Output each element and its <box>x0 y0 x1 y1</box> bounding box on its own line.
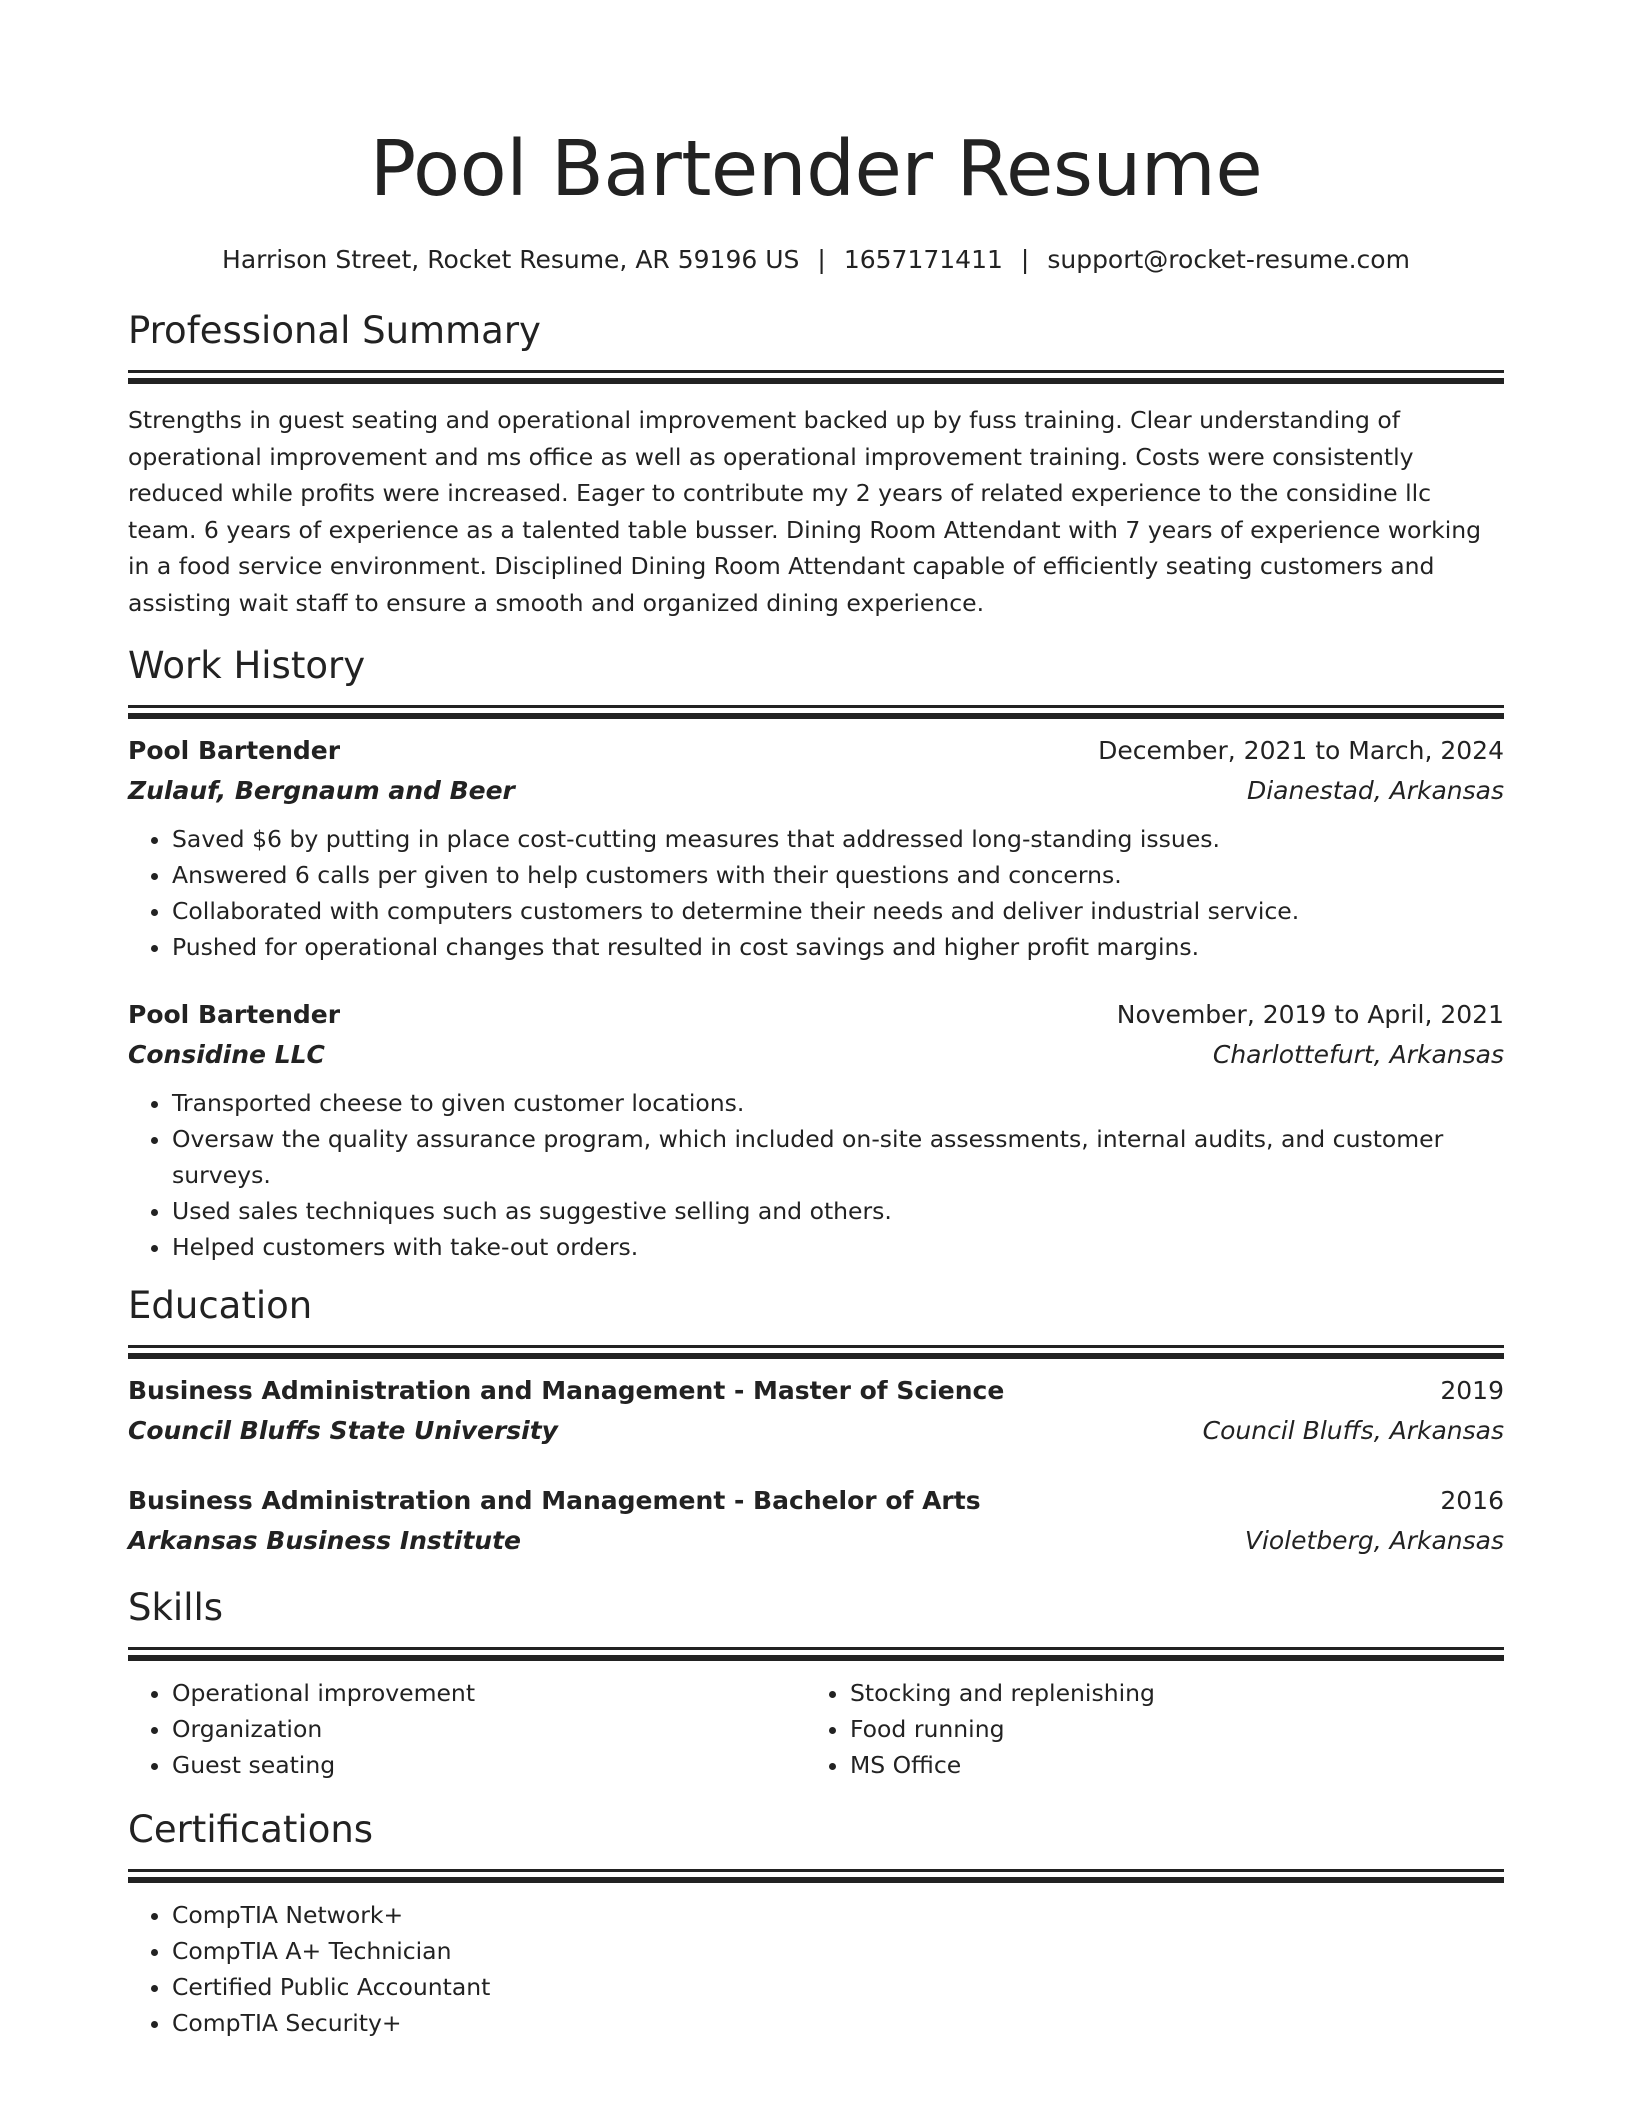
education-school: Arkansas Business Institute <box>128 1526 521 1555</box>
list-item: • CompTIA A+ Technician <box>172 1933 1504 1969</box>
education-section <box>128 1281 1504 1561</box>
section-divider-thick <box>128 1877 1504 1883</box>
list-item: • Collaborated with computers customers to determine their needs and deliver industrial service. <box>172 893 1504 929</box>
list-item: • MS Office <box>850 1747 1484 1783</box>
section-title-education: Education <box>128 1284 313 1327</box>
section-title-certifications: Certifications <box>128 1808 374 1851</box>
skills-list <box>806 1675 1484 1783</box>
list-item: • CompTIA Network+ <box>172 1897 1504 1933</box>
section-divider <box>128 1647 1504 1650</box>
job-title: Pool Bartender <box>128 1000 341 1029</box>
section-divider <box>128 370 1504 373</box>
list-item: • CompTIA Security+ <box>172 2005 1504 2041</box>
job-location: Charlottefurt, Arkansas <box>1212 1040 1504 1069</box>
list-item: • Stocking and replenishing <box>850 1675 1484 1711</box>
education-year: 2016 <box>1440 1486 1504 1515</box>
education-subheader <box>128 1411 1504 1451</box>
job-header <box>128 731 1504 771</box>
job-header <box>128 995 1504 1035</box>
education-entry <box>128 1371 1504 1451</box>
summary-text: Strengths in guest seating and operational improvement backed up by fuss training. Clear understanding of operational improvement and ms office as well as operational improvement training. Costs were consistently reduced while profits were increased. Eager to contribute my 2 years of related experience to the considine llc team. 6 years of experience as a talented table busser. Dining Room Attendant with 7 years of experience working in a food service environment. Disciplined Dining Room Attendant capable of efficiently seating customers and assisting wait staff to ensure a smooth and organized dining experience. <box>128 406 1482 617</box>
education-degree: Business Administration and Management - Master of Science <box>128 1376 1005 1405</box>
contact-address: Harrison Street, Rocket Resume, AR 59196 US <box>222 245 800 274</box>
skills-list <box>128 1675 806 1783</box>
contact-line <box>128 242 1504 278</box>
section-divider <box>128 1869 1504 1872</box>
education-location: Violetberg, Arkansas <box>1244 1526 1504 1555</box>
section-title-work: Work History <box>128 644 366 687</box>
job-dates: December, 2021 to March, 2024 <box>1098 736 1504 765</box>
summary-section <box>128 306 1504 621</box>
skills-column-right <box>806 1675 1484 1783</box>
education-school: Council Bluffs State University <box>128 1416 558 1445</box>
education-entry <box>128 1481 1504 1561</box>
section-divider <box>128 705 1504 708</box>
list-item: • Certified Public Accountant <box>172 1969 1504 2005</box>
resume-page <box>128 110 1504 2041</box>
section-divider-thick <box>128 713 1504 719</box>
job-title: Pool Bartender <box>128 736 341 765</box>
job-entry <box>128 995 1504 1265</box>
job-subheader <box>128 771 1504 811</box>
contact-phone: 1657171411 <box>843 245 1003 274</box>
education-header <box>128 1371 1504 1411</box>
list-item: • Helped customers with take-out orders. <box>172 1229 1504 1265</box>
job-bullets <box>128 821 1504 965</box>
list-item: • Used sales techniques such as suggestive selling and others. <box>172 1193 1504 1229</box>
resume-title: Pool Bartender Resume <box>369 125 1263 214</box>
job-dates: November, 2019 to April, 2021 <box>1116 1000 1504 1029</box>
list-item: • Pushed for operational changes that resulted in cost savings and higher profit margins. <box>172 929 1504 965</box>
contact-separator: | <box>1020 245 1030 274</box>
job-employer: Considine LLC <box>128 1040 325 1069</box>
list-item: • Oversaw the quality assurance program, which included on-site assessments, internal audits, and customer surveys. <box>172 1121 1504 1193</box>
job-entry <box>128 731 1504 965</box>
skills-grid <box>128 1675 1504 1783</box>
education-location: Council Bluffs, Arkansas <box>1202 1416 1504 1445</box>
list-item: • Food running <box>850 1711 1484 1747</box>
list-item: • Operational improvement <box>172 1675 806 1711</box>
section-title-summary: Professional Summary <box>128 309 541 352</box>
education-degree: Business Administration and Management - Bachelor of Arts <box>128 1486 981 1515</box>
section-divider-thick <box>128 378 1504 384</box>
education-subheader <box>128 1521 1504 1561</box>
list-item: • Organization <box>172 1711 806 1747</box>
education-year: 2019 <box>1440 1376 1504 1405</box>
job-subheader <box>128 1035 1504 1075</box>
section-divider-thick <box>128 1353 1504 1359</box>
list-item: • Guest seating <box>172 1747 806 1783</box>
job-bullets <box>128 1085 1504 1265</box>
section-divider <box>128 1345 1504 1348</box>
list-item: • Saved $6 by putting in place cost-cutting measures that addressed long-standing issues. <box>172 821 1504 857</box>
list-item: • Answered 6 calls per given to help customers with their questions and concerns. <box>172 857 1504 893</box>
contact-email: support@rocket-resume.com <box>1047 245 1410 274</box>
list-item: • Transported cheese to given customer locations. <box>172 1085 1504 1121</box>
job-employer: Zulauf, Bergnaum and Beer <box>128 776 515 805</box>
skills-column-left <box>128 1675 806 1783</box>
certifications-section <box>128 1805 1504 2041</box>
certifications-list <box>128 1897 1504 2041</box>
section-divider-thick <box>128 1655 1504 1661</box>
job-location: Dianestad, Arkansas <box>1246 776 1504 805</box>
contact-separator: | <box>817 245 826 274</box>
skills-section <box>128 1583 1504 1783</box>
education-header <box>128 1481 1504 1521</box>
section-title-skills: Skills <box>128 1586 224 1629</box>
work-history-section <box>128 641 1504 1265</box>
